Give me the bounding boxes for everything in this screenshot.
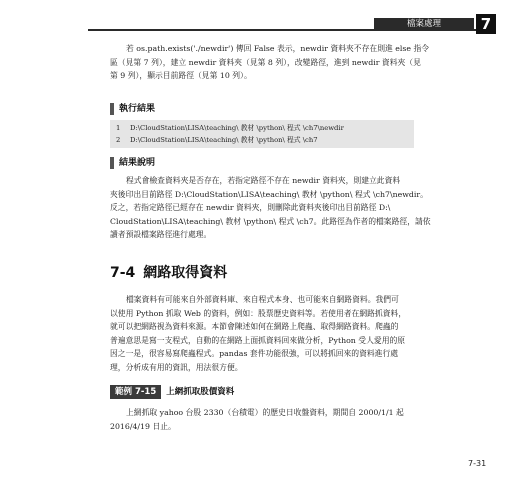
example-line: 2016/4/19 日止。 bbox=[110, 421, 176, 431]
explanation-paragraph bbox=[110, 174, 431, 242]
section-line: 檔案資料有可能來自外部資料庫、來自程式本身、也可能來自網路資料。我們可 bbox=[126, 295, 399, 304]
intro-line: 若 os.path.exists('./newdir') 傳回 False 表示，newdir 資料夾不存在則進 else 指令 bbox=[126, 44, 430, 53]
output-text: D:\CloudStation\LISA\teaching\ 教材 \python\ 程式 \ch7\newdir bbox=[130, 124, 344, 132]
explanation-line: 讀者預設檔案路徑進行處理。 bbox=[110, 230, 212, 239]
section-title bbox=[110, 262, 227, 282]
example-tag: 範例 7-15 bbox=[110, 385, 161, 399]
section-number: 7-4 bbox=[110, 265, 136, 281]
exec-result-heading: 執行結果 bbox=[110, 102, 155, 116]
intro-line: 第 9 列），顯示目前路徑（見第 10 列）。 bbox=[110, 71, 252, 80]
output-row bbox=[116, 135, 318, 145]
output-line-number: 1 bbox=[116, 124, 121, 132]
intro-line: 區（見第 7 列），建立 newdir 資料夾（見第 8 列），改變路徑，進到 newdir 資料夾（見 bbox=[110, 57, 421, 67]
output-row bbox=[116, 123, 344, 133]
explanation-line: 夾後印出目前路徑 D:\CloudStation\LISA\teaching\ 教材 \python\ 程式 \ch7\newdir。 bbox=[110, 189, 428, 199]
section-line: 理，分析成有用的資訊，用法很方便。 bbox=[110, 362, 243, 372]
output-line-number: 2 bbox=[116, 136, 121, 144]
section-line: 普遍意思是寫一支程式，自動的在網路上面抓資料回來做分析，Python 受人愛用的原 bbox=[110, 335, 406, 345]
section-line: 就可以把網路視為資料來源。本節會陳述如何在網路上爬蟲、取得網路資料。爬蟲的 bbox=[110, 322, 399, 331]
section-line: 以使用 Python 抓取 Web 的資料，例如：股票歷史資料等。若使用者在網路抓資料， bbox=[110, 308, 407, 318]
explanation-line: 反之，若指定路徑已經存在 newdir 資料夾，則刪除此資料夾後印出目前路徑 D:\ bbox=[110, 203, 391, 212]
example-line: 上網抓取 yahoo 台股 2330（台積電）的歷史日收盤資料，期間自 2000/1/1 起 bbox=[126, 408, 404, 417]
explanation-line: 程式會檢查資料夾是否存在，若指定路徑不存在 newdir 資料夾，則建立此資料 bbox=[126, 176, 401, 185]
example-paragraph bbox=[110, 406, 414, 433]
section-title-text: 網路取得資料 bbox=[143, 265, 228, 281]
section-line: 因之一是，很容易寫爬蟲程式。pandas 套件功能很強，可以將抓回來的資料進行處 bbox=[110, 349, 399, 358]
chapter-number-badge: 7 bbox=[476, 14, 496, 34]
intro-paragraph bbox=[110, 42, 430, 83]
explanation-heading: 結果說明 bbox=[110, 156, 155, 170]
header-section-label: 檔案處理 bbox=[374, 18, 474, 31]
explanation-line: CloudStation\LISA\teaching\ 教材 \python\ 程式 \ch7。此路徑為作者的檔案路徑，請依 bbox=[110, 216, 431, 226]
output-text: D:\CloudStation\LISA\teaching\ 教材 \python\ 程式 \ch7 bbox=[130, 136, 318, 144]
section-paragraph bbox=[110, 293, 414, 374]
example-title: 上網抓取股價資料 bbox=[166, 387, 235, 397]
page-number: 7-31 bbox=[468, 459, 487, 468]
example-header bbox=[110, 385, 234, 399]
exec-result-box bbox=[110, 120, 414, 148]
